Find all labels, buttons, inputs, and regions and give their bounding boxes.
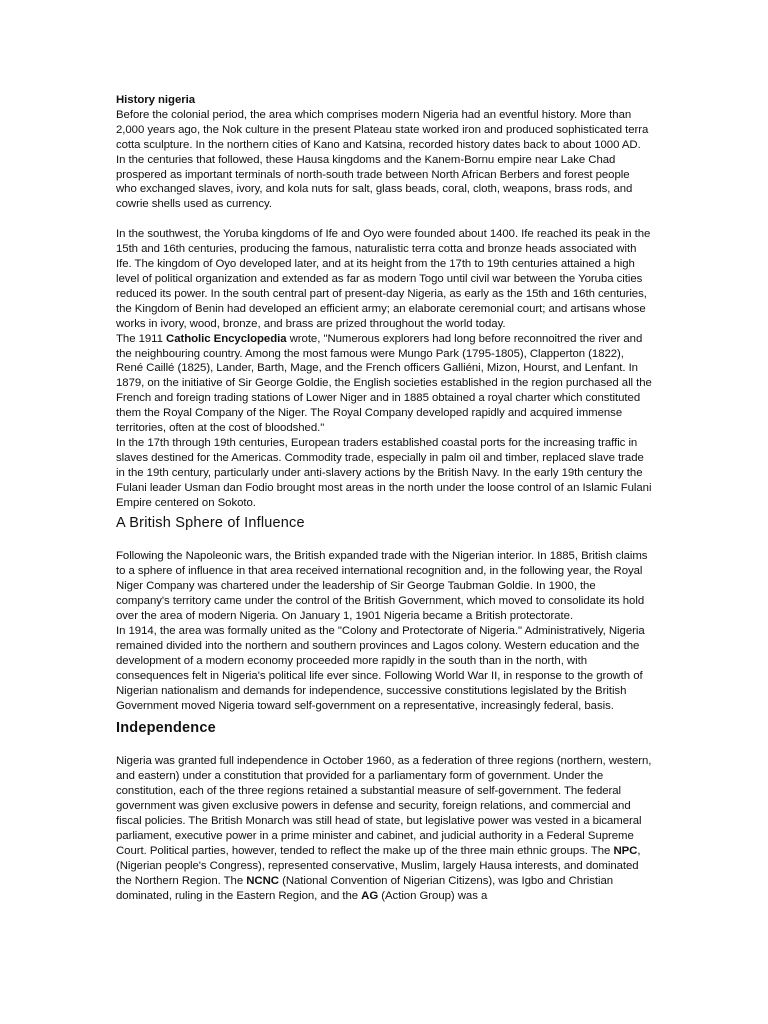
independence-text-c: (National Convention of Nigerian Citizens), was Igbo and Christian dominated, ruling in the Eastern Region, and the <box>116 874 614 902</box>
paragraph-yoruba: In the southwest, the Yoruba kingdoms of Ife and Oyo were founded about 1400. Ife reached its peak in the 15th and 16th centuries, producing the famous, naturalistic terra cotta and bronze heads associated with Ife. The kingdom of Oyo developed later, and at its height from the 17th to 19th centuries attained a high level of political organization and extended as far as modern Togo until civil war between the Yoruba cities reduced its power. In the south central part of present-day Nigeria, as early as the 15th and 16th centuries, the Kingdom of Benin had developed an efficient army; an elaborate ceremonial court; and artisans whose works in ivory, wood, bronze, and brass are prized throughout the world today. <box>116 228 651 330</box>
npc-abbrev: NPC <box>613 844 638 857</box>
paragraph-colony-protectorate: In 1914, the area was formally united as the "Colony and Protectorate of Nigeria." Administratively, Nigeria remained divided into the northern and southern provinces and Lagos colony. Western education and the development of a modern economy proceeded more rapidly in the south than in the north, with consequences felt in Nigeria's political life ever since. Following World War II, in response to the growth of Nigerian nationalism and demands for independence, successive constitutions legislated by the British Government moved Nigeria toward self-government on a representative, increasingly federal, basis. <box>116 625 645 712</box>
catholic-post-text: wrote, "Numerous explorers had long before reconnoitred the river and the neighbouring country. Among the most famous were Mungo Park (1795-1805), Clapperton (1822), René Caillé (1825), Lander, Barth, Mage, and the French officers Galliéni, Mizon, Hourst, and Lenfant. In 1879, on the initiative of Sir George Goldie, the English societies established in the region purchased all the French and foreign trading stations of Lower Niger and in 1885 obtained a royal charter which constituted them the Royal Company of the Niger. The Royal Company developed rapidly and acquired immense territories, often at the cost of bloodshed." <box>116 332 652 435</box>
paragraph-european-traders: In the 17th through 19th centuries, European traders established coastal ports for the increasing traffic in slaves destined for the Americas. Commodity trade, especially in palm oil and timber, replaced slave trade in the 19th century, particularly under anti-slavery actions by the British Navy. In the early 19th century the Fulani leader Usman dan Fodio brought most areas in the north under the loose control of an Islamic Fulani Empire centered on Sokoto. <box>116 436 652 509</box>
ncnc-abbrev: NCNC <box>246 874 279 887</box>
document-title: History nigeria <box>116 94 196 106</box>
paragraph-spacer <box>116 212 652 227</box>
heading-independence: Independence <box>116 720 216 737</box>
heading-british-sphere: A British Sphere of Influence <box>116 515 305 532</box>
independence-text-d: (Action Group) was a <box>378 889 488 902</box>
paragraph-independence <box>116 754 652 903</box>
ag-abbrev: AG <box>361 889 379 902</box>
paragraph-catholic-encyclopedia <box>116 332 652 436</box>
paragraph-british-trade: Following the Napoleonic wars, the British expanded trade with the Nigerian interior. In 1885, British claims to a sphere of influence in that area received international recognition and, in the following year, the Royal Niger Company was chartered under the leadership of Sir George Taubman Goldie. In 1900, the company's territory came under the control of the British Government, which moved to consolidate its hold over the area of modern Nigeria. On January 1, 1901 Nigeria became a British protectorate. <box>116 550 648 623</box>
paragraph-precolonial: Before the colonial period, the area which comprises modern Nigeria had an eventful history. More than 2,000 years ago, the Nok culture in the present Plateau state worked iron and produced sophisticated terra cotta sculpture. In the northern cities of Kano and Katsina, recorded history dates back to about 1000 AD. In the centuries that followed, these Hausa kingdoms and the Kanem-Bornu empire near Lake Chad prospered as important terminals of north-south trade between North African Berbers and forest people who exchanged slaves, ivory, and kola nuts for salt, glass beads, coral, cloth, weapons, brass rods, and cowrie shells used as currency. <box>116 108 649 211</box>
document-page <box>116 93 652 904</box>
catholic-pre-text: The 1911 <box>116 332 167 345</box>
catholic-encyclopedia-link: Catholic Encyclopedia <box>166 332 287 345</box>
independence-text-a: Nigeria was granted full independence in October 1960, as a federation of three regions (northern, western, and eastern) under a constitution that provided for a parliamentary form of government. Under the constitution, each of the three regions retained a substantial measure of self-government. The federal government was given exclusive powers in defense and security, foreign relations, and commercial and fiscal policies. The British Monarch was still head of state, but legislative power was vested in a bicameral parliament, executive power in a prime minister and cabinet, and judicial authority in a Federal Supreme Court. Political parties, however, tended to reflect the make up of the three main ethnic groups. The <box>116 755 652 857</box>
independence-text-b: , (Nigerian people's Congress), represented conservative, Muslim, largely Hausa interests, and dominated the Northern Region. The <box>116 844 641 887</box>
